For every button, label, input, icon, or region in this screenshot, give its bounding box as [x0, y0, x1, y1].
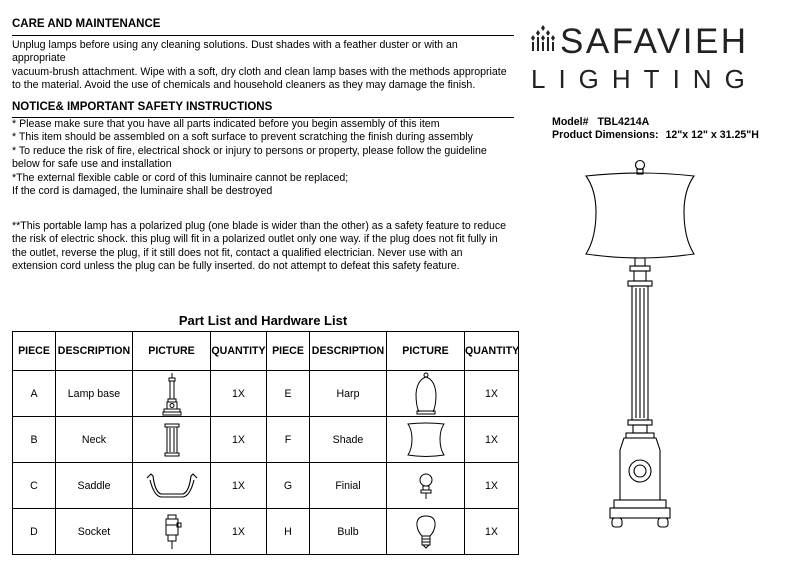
description-cell: Saddle: [56, 463, 133, 509]
table-row: [13, 371, 519, 417]
care-divider: [12, 35, 514, 36]
quantity-cell: 1X: [211, 371, 267, 417]
description-cell: Bulb: [310, 509, 387, 555]
piece-cell: E: [267, 371, 310, 417]
model-label: Model#: [552, 116, 589, 128]
header-piece: PIECE: [267, 332, 310, 371]
notice-paragraph: [12, 118, 487, 198]
quantity-cell: 1X: [465, 509, 519, 555]
description-cell: Lamp base: [56, 371, 133, 417]
header-piece: PIECE: [13, 332, 56, 371]
notice-line: * To reduce the risk of fire, electrical shock or injury to persons or property, please follow the guideline: [12, 144, 487, 157]
table-row: [13, 463, 519, 509]
dimensions-value: 12"x 12" x 31.25"H: [665, 129, 759, 141]
care-line: vacuum-brush attachment. Wipe with a soft, dry cloth and clean lamp bases with the methods appropriate: [12, 65, 507, 78]
notice-line: * Please make sure that you have all parts indicated before you begin assembly of this item: [12, 118, 440, 130]
saddle-icon: [145, 472, 199, 500]
piece-cell: F: [267, 417, 310, 463]
header-quantity: QUANTITY: [465, 332, 519, 371]
header-picture: PICTURE: [387, 332, 465, 371]
description-cell: Socket: [56, 509, 133, 555]
quantity-cell: 1X: [211, 509, 267, 555]
notice-line: below for safe use and installation: [12, 158, 172, 171]
neck-icon: [162, 423, 182, 457]
bulb-icon: [415, 514, 437, 550]
model-info: [552, 116, 649, 128]
dimensions-label: Product Dimensions:: [552, 129, 659, 141]
picture-cell: [133, 371, 211, 417]
care-line: Unplug lamps before using any cleaning solutions. Dust shades with a feather duster or with an: [12, 39, 458, 51]
picture-cell: [387, 509, 465, 555]
description-cell: Harp: [310, 371, 387, 417]
picture-cell: [387, 463, 465, 509]
header-description: DESCRIPTION: [310, 332, 387, 371]
harp-icon: [411, 372, 441, 416]
model-number: TBL4214A: [597, 116, 650, 128]
plug-line: the risk of electric shock. this plug will fit in a polarized outlet only one way. if the plug does not fit fully in: [12, 233, 498, 246]
lamp-illustration: [570, 150, 710, 540]
plug-line: extension cord unless the plug can be fully inserted. do not attempt to defeat this safety feature.: [12, 260, 460, 273]
picture-cell: [133, 509, 211, 555]
picture-cell: [387, 417, 465, 463]
quantity-cell: 1X: [465, 463, 519, 509]
plug-line: the outlet, reverse the plug, if it still does not fit, contact a qualified electrician. Never use with an: [12, 246, 463, 259]
plug-paragraph: [12, 220, 506, 274]
lamp-base-icon: [160, 372, 184, 416]
description-cell: Neck: [56, 417, 133, 463]
table-row: [13, 509, 519, 555]
parts-table: [12, 331, 519, 555]
table-row: [13, 417, 519, 463]
plug-line: **This portable lamp has a polarized plug (one blade is wider than the other) as a safety feature to reduce: [12, 220, 507, 232]
notice-line: * This item should be assembled on a soft surface to prevent scratching the finish during assembly: [12, 131, 473, 144]
notice-line: If the cord is damaged, the luminaire shall be destroyed: [12, 185, 273, 198]
picture-cell: [387, 371, 465, 417]
quantity-cell: 1X: [211, 417, 267, 463]
socket-icon: [161, 514, 183, 550]
care-line: to the material. Avoid the use of chemicals and household cleaners as they may damage the finish.: [12, 79, 476, 92]
logo-chandelier-icon: [528, 24, 558, 54]
care-line: appropriate: [12, 52, 66, 65]
piece-cell: H: [267, 509, 310, 555]
quantity-cell: 1X: [465, 371, 519, 417]
table-header-row: [13, 332, 519, 371]
description-cell: Finial: [310, 463, 387, 509]
brand-subtitle: LIGHTING: [531, 64, 758, 94]
notice-line: *The external flexible cable or cord of this luminaire cannot be replaced;: [12, 171, 349, 184]
finial-icon: [416, 472, 436, 500]
piece-cell: G: [267, 463, 310, 509]
description-cell: Shade: [310, 417, 387, 463]
piece-cell: C: [13, 463, 56, 509]
piece-cell: D: [13, 509, 56, 555]
picture-cell: [133, 417, 211, 463]
header-picture: PICTURE: [133, 332, 211, 371]
shade-icon: [404, 422, 448, 458]
header-quantity: QUANTITY: [211, 332, 267, 371]
piece-cell: B: [13, 417, 56, 463]
quantity-cell: 1X: [465, 417, 519, 463]
care-paragraph: [12, 39, 507, 93]
brand-name: SAFAVIEH: [560, 22, 749, 61]
care-title: CARE AND MAINTENANCE: [12, 18, 161, 30]
picture-cell: [133, 463, 211, 509]
dimensions-info: [552, 129, 759, 141]
parts-table-title: Part List and Hardware List: [178, 313, 348, 328]
piece-cell: A: [13, 371, 56, 417]
header-description: DESCRIPTION: [56, 332, 133, 371]
quantity-cell: 1X: [211, 463, 267, 509]
notice-title: NOTICE& IMPORTANT SAFETY INSTRUCTIONS: [12, 101, 273, 113]
